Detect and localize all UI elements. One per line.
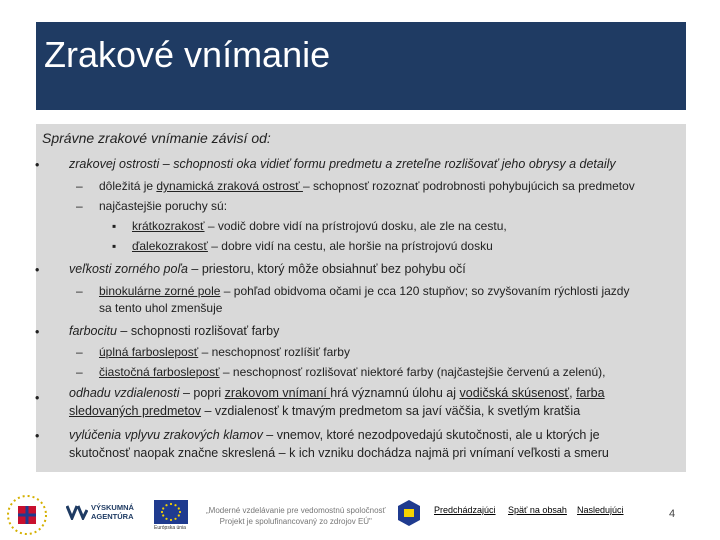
school-logo-icon — [6, 494, 48, 536]
bullet-1-sub-2: najčastejšie poruchy sú: — [99, 199, 228, 213]
bullet-1 — [69, 157, 616, 171]
dash: – — [76, 284, 83, 298]
esf-logo-icon — [396, 498, 422, 528]
sub-text-underlined: dynamická zraková ostrosť — [156, 179, 303, 193]
bullet-dot: • — [35, 263, 40, 277]
sub-text-underlined: farba — [576, 386, 605, 400]
bullet-dot: • — [35, 429, 40, 443]
sub-text: – neschopnosť rozlišovať niektoré farby (najčastejšie červenú a zelenú), — [219, 365, 606, 379]
dash: – — [76, 345, 83, 359]
toc-link[interactable]: Späť na obsah — [508, 505, 567, 515]
bullet-3-head: farbocitu — [69, 324, 117, 338]
agency-logo-icon — [66, 504, 88, 520]
prev-link[interactable]: Predchádzajúci — [434, 505, 496, 515]
dash: – — [76, 199, 83, 213]
bullet-2 — [69, 262, 466, 276]
bullet-dot: • — [35, 391, 40, 405]
eu-flag-icon — [154, 500, 188, 524]
bullet-1-text: – schopnosti oka vidieť formu predmetu a zreteľne rozlišovať jeho obrysy a detaily — [159, 157, 616, 171]
sub-text-underlined: ďalekozrakosť — [132, 239, 208, 253]
slide-title: Zrakové vnímanie — [44, 34, 331, 75]
sub-text: – dobre vidí na cestu, ale horšie na prístrojovú dosku — [207, 239, 493, 253]
bullet-3-text: – schopnosti rozlišovať farby — [116, 324, 280, 338]
sub-text: – schopnosť rozoznať podrobnosti pohybujúcich sa predmetov — [302, 179, 635, 193]
sub-text: hrá významnú úlohu aj — [330, 386, 460, 400]
footer — [0, 486, 720, 540]
bullet-dot: • — [35, 325, 40, 339]
sub-text: – vzdialenosť k tmavým predmetom sa javí väčšia, k svetlým kratšia — [201, 404, 581, 418]
agency-name-line: AGENTÚRA — [91, 512, 134, 521]
bullet-2-head: veľkosti zorného poľa — [69, 262, 188, 276]
bullet-4-head: odhadu vzdialenosti — [69, 386, 180, 400]
dash: – — [76, 365, 83, 379]
project-quote — [206, 505, 386, 527]
bullet-3-sub-1 — [99, 345, 350, 359]
agency-name — [91, 503, 134, 521]
sub-text-underlined: úplná farbosleposť — [99, 345, 199, 359]
square-bullet: ▪ — [112, 239, 117, 253]
sub-text: – vodič dobre vidí na prístrojovú dosku, ale zle na cestu, — [204, 219, 507, 233]
sub-text: – popri — [179, 386, 225, 400]
bullet-2-text: – priestoru, ktorý môže obsiahnuť bez pohybu očí — [187, 262, 466, 276]
sub-text-underlined: zrakovom vnímaní — [224, 386, 331, 400]
bullet-1-sub-1 — [99, 179, 635, 193]
bullet-4-cont — [69, 404, 580, 418]
sub-text: dôležitá je — [99, 179, 157, 193]
bullet-2-sub-1 — [99, 284, 629, 298]
title-bar — [36, 22, 686, 110]
next-link[interactable]: Nasledujúci — [577, 505, 624, 515]
square-bullet: ▪ — [112, 219, 117, 233]
page-number: 4 — [669, 508, 676, 520]
sub-text: , — [569, 386, 577, 400]
sub-text-underlined: sledovaných predmetov — [69, 404, 202, 418]
sub-text: – pohľad obidvoma očami je cca 120 stupňov; so zvyšovaním rýchlosti jazdy — [220, 284, 630, 298]
project-quote-line: „Moderné vzdelávanie pre vedomostnú spoločnosť — [206, 506, 386, 515]
intro-text: Správne zrakové vnímanie závisí od: — [42, 130, 271, 146]
sub-text-underlined: krátkozrakosť — [132, 219, 205, 233]
sub-text-underlined: binokulárne zorné pole — [99, 284, 221, 298]
sub-text-underlined: vodičská skúsenosť — [459, 386, 570, 400]
bullet-2-sub-1-cont: sa tento uhol zmenšuje — [99, 301, 223, 315]
bullet-5 — [69, 428, 600, 442]
sub-text-underlined: čiastočná farbosleposť — [99, 365, 220, 379]
bullet-3-sub-2 — [99, 365, 605, 379]
bullet-1-subsub-2 — [132, 239, 493, 253]
agency-name-line: VÝSKUMNÁ — [91, 503, 134, 512]
bullet-4 — [69, 386, 605, 400]
project-quote-line: Projekt je spolufinancovaný zo zdrojov EÚ" — [219, 517, 372, 526]
bullet-1-head: zrakovej ostrosti — [69, 157, 160, 171]
content-box — [36, 124, 686, 472]
bullet-5-head: vylúčenia vplyvu zrakových klamov — [69, 428, 263, 442]
sub-text: – neschopnosť rozlíšiť farby — [198, 345, 350, 359]
bullet-3 — [69, 324, 279, 338]
sub-text: – vnemov, ktoré nezodpovedajú skutočnosti, ale u ktorých je — [262, 428, 600, 442]
bullet-1-subsub-1 — [132, 219, 507, 233]
eu-label: Európska únia — [154, 525, 186, 531]
bullet-dot: • — [35, 158, 40, 172]
dash: – — [76, 179, 83, 193]
bullet-5-cont: skutočnosť naopak značne skreslená – k ich vzniku dochádza najmä pri vnímaní veľkosti a smeru — [69, 446, 609, 460]
